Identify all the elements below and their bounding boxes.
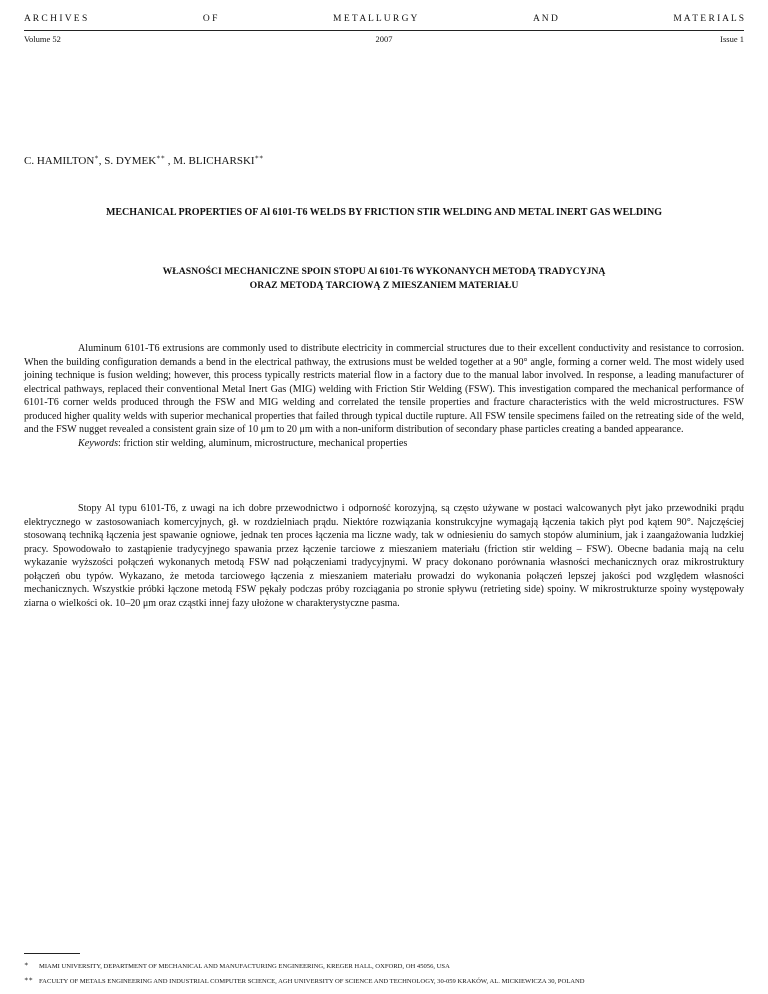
abstract-text: Aluminum 6101-T6 extrusions are commonly used to distribute electricity in commercial structures due to their excellent conductivity and resistance to corrosion. When the building configuration demands a bend in the electrical pathway, the extrusions must be welded together at a 90° angle, forming a corner weld. The most widely used joining technique is fusion welding; however, this process typically restricts material flow in a factory due to the manual labor involved. In response, a leading manufacturer of electrical pathways, replaced their conventional Metal Inert Gas (MIG) welding with Friction Stir Welding (FSW). This investigation compared the mechanical performance of 6101-T6 corner welds produced through the FSW and MIG welding and correlated the tensile properties and fracture characteristics with the weld microstructures. FSW produced higher quality welds with superior mechanical properties that failed through typical ductile rupture. All FSW tensile specimens failed on the retreating side of the weld, and the FSW nugget revealed a consistent grain size of 10 μm to 20 μm with a non-uniform distribution of secondary phase particles creating a banded appearance. [24, 343, 744, 436]
affiliation-mark: ∗ [94, 154, 99, 161]
title-polish [24, 265, 744, 292]
journal-name [24, 14, 744, 28]
affiliation-mark: ∗∗ [156, 154, 166, 161]
issue-info [24, 34, 744, 46]
issue-label: Issue 1 [720, 34, 744, 44]
journal-word: M E T A L L U R G Y [333, 14, 418, 24]
volume-label: Volume 52 [24, 34, 61, 44]
footnote-text: MIAMI UNIVERSITY, DEPARTMENT OF MECHANICAL AND MANUFACTURING ENGINEERING, KREGER HALL, OXFORD, OH 45056, USA [39, 963, 450, 970]
journal-word: A R C H I V E S [24, 14, 88, 24]
footnote-rule [24, 953, 80, 954]
title-english: MECHANICAL PROPERTIES OF Al 6101-T6 WELDS BY FRICTION STIR WELDING AND METAL INERT GAS WELDING [105, 207, 663, 218]
author-name: C. HAMILTON [24, 155, 95, 167]
footnote-mark: ∗ [24, 961, 29, 968]
title-polish-line: WŁASNOŚCI MECHANICZNE SPOIN STOPU Al 6101-T6 WYKONANYCH METODĄ TRADYCYJNĄ [162, 266, 606, 277]
author-name: , M. BLICHARSKI [165, 155, 255, 167]
keywords-label: Keywords [78, 438, 119, 450]
abstract-text: Stopy Al typu 6101-T6, z uwagi na ich dobre przewodnictwo i odporność korozyjną, są często używane w postaci walcowanych płyt jako przewodniki prądu elektrycznego w zastosowaniach komercyjnych, gł. w rozdzielniach prądu. Niektóre rozwiązania konstrukcyjne wymagają łączenia takich płyt pod kątem 90°. Najczęściej stosowaną techniką łączenia jest spawanie ogniowe, jednak ten proces łączenia ma liczne wady, tak w odniesieniu do samych stopów aluminium, jak i zaangażowania ludzkiej pracy. Spowodowało to zastąpienie tradycyjnego spawania przez łączenie tarciowe z mieszaniem materiału (friction stir welding – FSW). Obecne badania mają na celu wykazanie wyższości połączeń wykonanych metodą FSW nad połączeniami tradycyjnymi. W pracy dokonano porównania własności mechanicznych oraz mikrostruktury połączeń obu typów. Wykazano, że metoda tarciowego łączenia z mieszaniem materiału prowadzi do wykonania połączeń lepszej jakości pod względem własności mechanicznych. Wszystkie próbki łączone metodą FSW pękały podczas próby rozciągania po stronie spływu (retrieting side) spoiny. W mikrostrukturze spoiny występowały ziarna o wielkości ok. 10–20 μm oraz cząstki innej fazy ułożone w charakterystyczne pasma. [24, 503, 744, 610]
author-list [24, 153, 263, 167]
abstract-polish [24, 502, 744, 611]
journal-word: M A T E R I A L S [673, 14, 744, 24]
journal-word: O F [202, 14, 218, 24]
keywords-line [24, 437, 744, 451]
journal-word: A N D [533, 14, 558, 24]
title-polish-line: ORAZ METODĄ TARCIOWĄ Z MIESZANIEM MATERIAŁU [249, 279, 519, 291]
author-name: , S. DYMEK [98, 155, 157, 167]
footnote-text: FACULTY OF METALS ENGINEERING AND INDUSTRIAL COMPUTER SCIENCE, AGH UNIVERSITY OF SCIENCE AND TECHNOLOGY, 30-059 KRAKÓW, AL. MICKIEWICZA 30, POLAND [39, 978, 585, 985]
footnote-mark: ∗∗ [24, 976, 33, 983]
keywords-text: : friction stir welding, aluminum, microstructure, mechanical properties [118, 438, 408, 450]
affiliation-mark: ∗∗ [254, 154, 264, 161]
abstract-english [24, 342, 744, 451]
year-label: 2007 [375, 34, 393, 44]
header-rule [24, 30, 744, 31]
